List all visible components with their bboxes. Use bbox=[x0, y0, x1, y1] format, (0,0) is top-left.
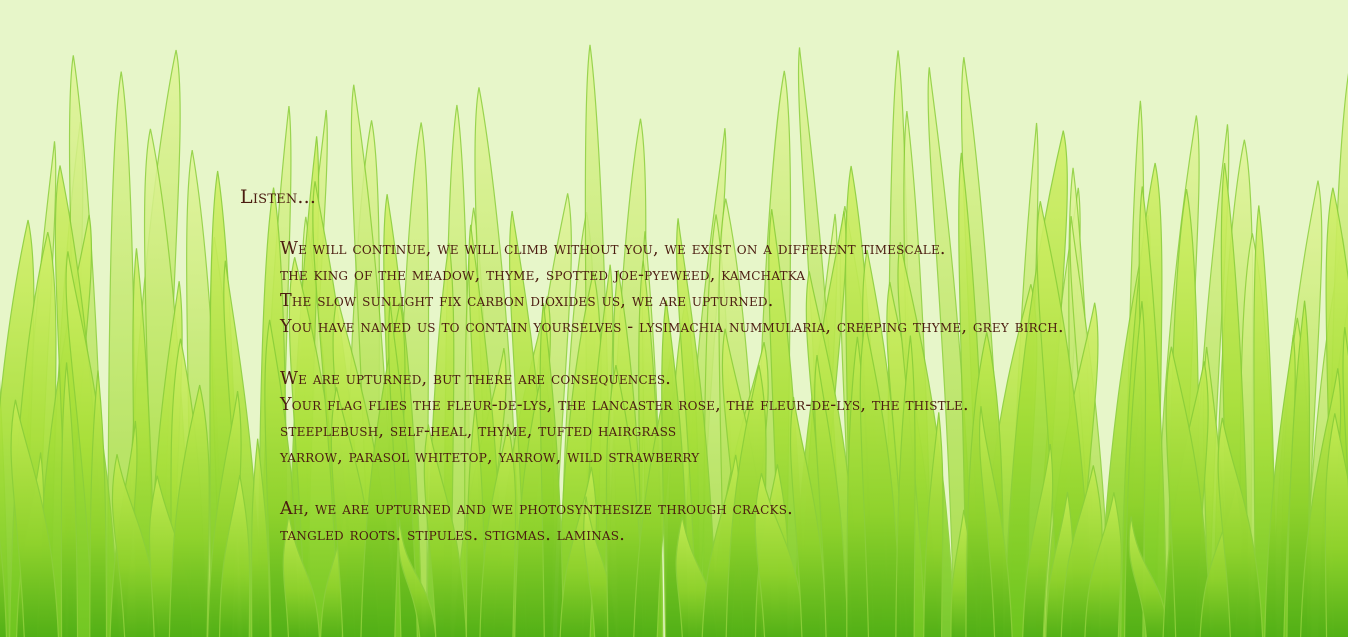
poem bbox=[240, 184, 1320, 574]
poem-stanza-3 bbox=[280, 496, 1320, 548]
poem-stanza-2 bbox=[280, 366, 1320, 470]
poem-line: Ah, we are upturned and we photosynthesize through cracks. bbox=[280, 499, 793, 519]
poem-line: tangled roots. stipules. stigmas. laminas. bbox=[280, 525, 625, 545]
poem-line: steeplebush, self-heal, thyme, tufted hairgrass bbox=[280, 421, 677, 441]
poem-line: yarrow, parasol whitetop, yarrow, wild strawberry bbox=[280, 447, 700, 467]
poem-line: the king of the meadow, thyme, spotted joe-pyeweed, kamchatka bbox=[280, 265, 806, 285]
poem-stanza-1 bbox=[280, 236, 1320, 340]
poem-line: Your flag flies the fleur-de-lys, the lancaster rose, the fleur-de-lys, the thistle. bbox=[280, 395, 969, 415]
poem-intro: Listen... bbox=[240, 186, 317, 208]
poem-line: You have named us to contain yourselves - lysimachia nummularia, creeping thyme, grey birch. bbox=[280, 317, 1064, 337]
poem-line: The slow sunlight fix carbon dioxides us, we are upturned. bbox=[280, 291, 774, 311]
poem-line: We will continue, we will climb without you, we exist on a different timescale. bbox=[280, 239, 946, 259]
poem-line: We are upturned, but there are consequences. bbox=[280, 369, 672, 389]
